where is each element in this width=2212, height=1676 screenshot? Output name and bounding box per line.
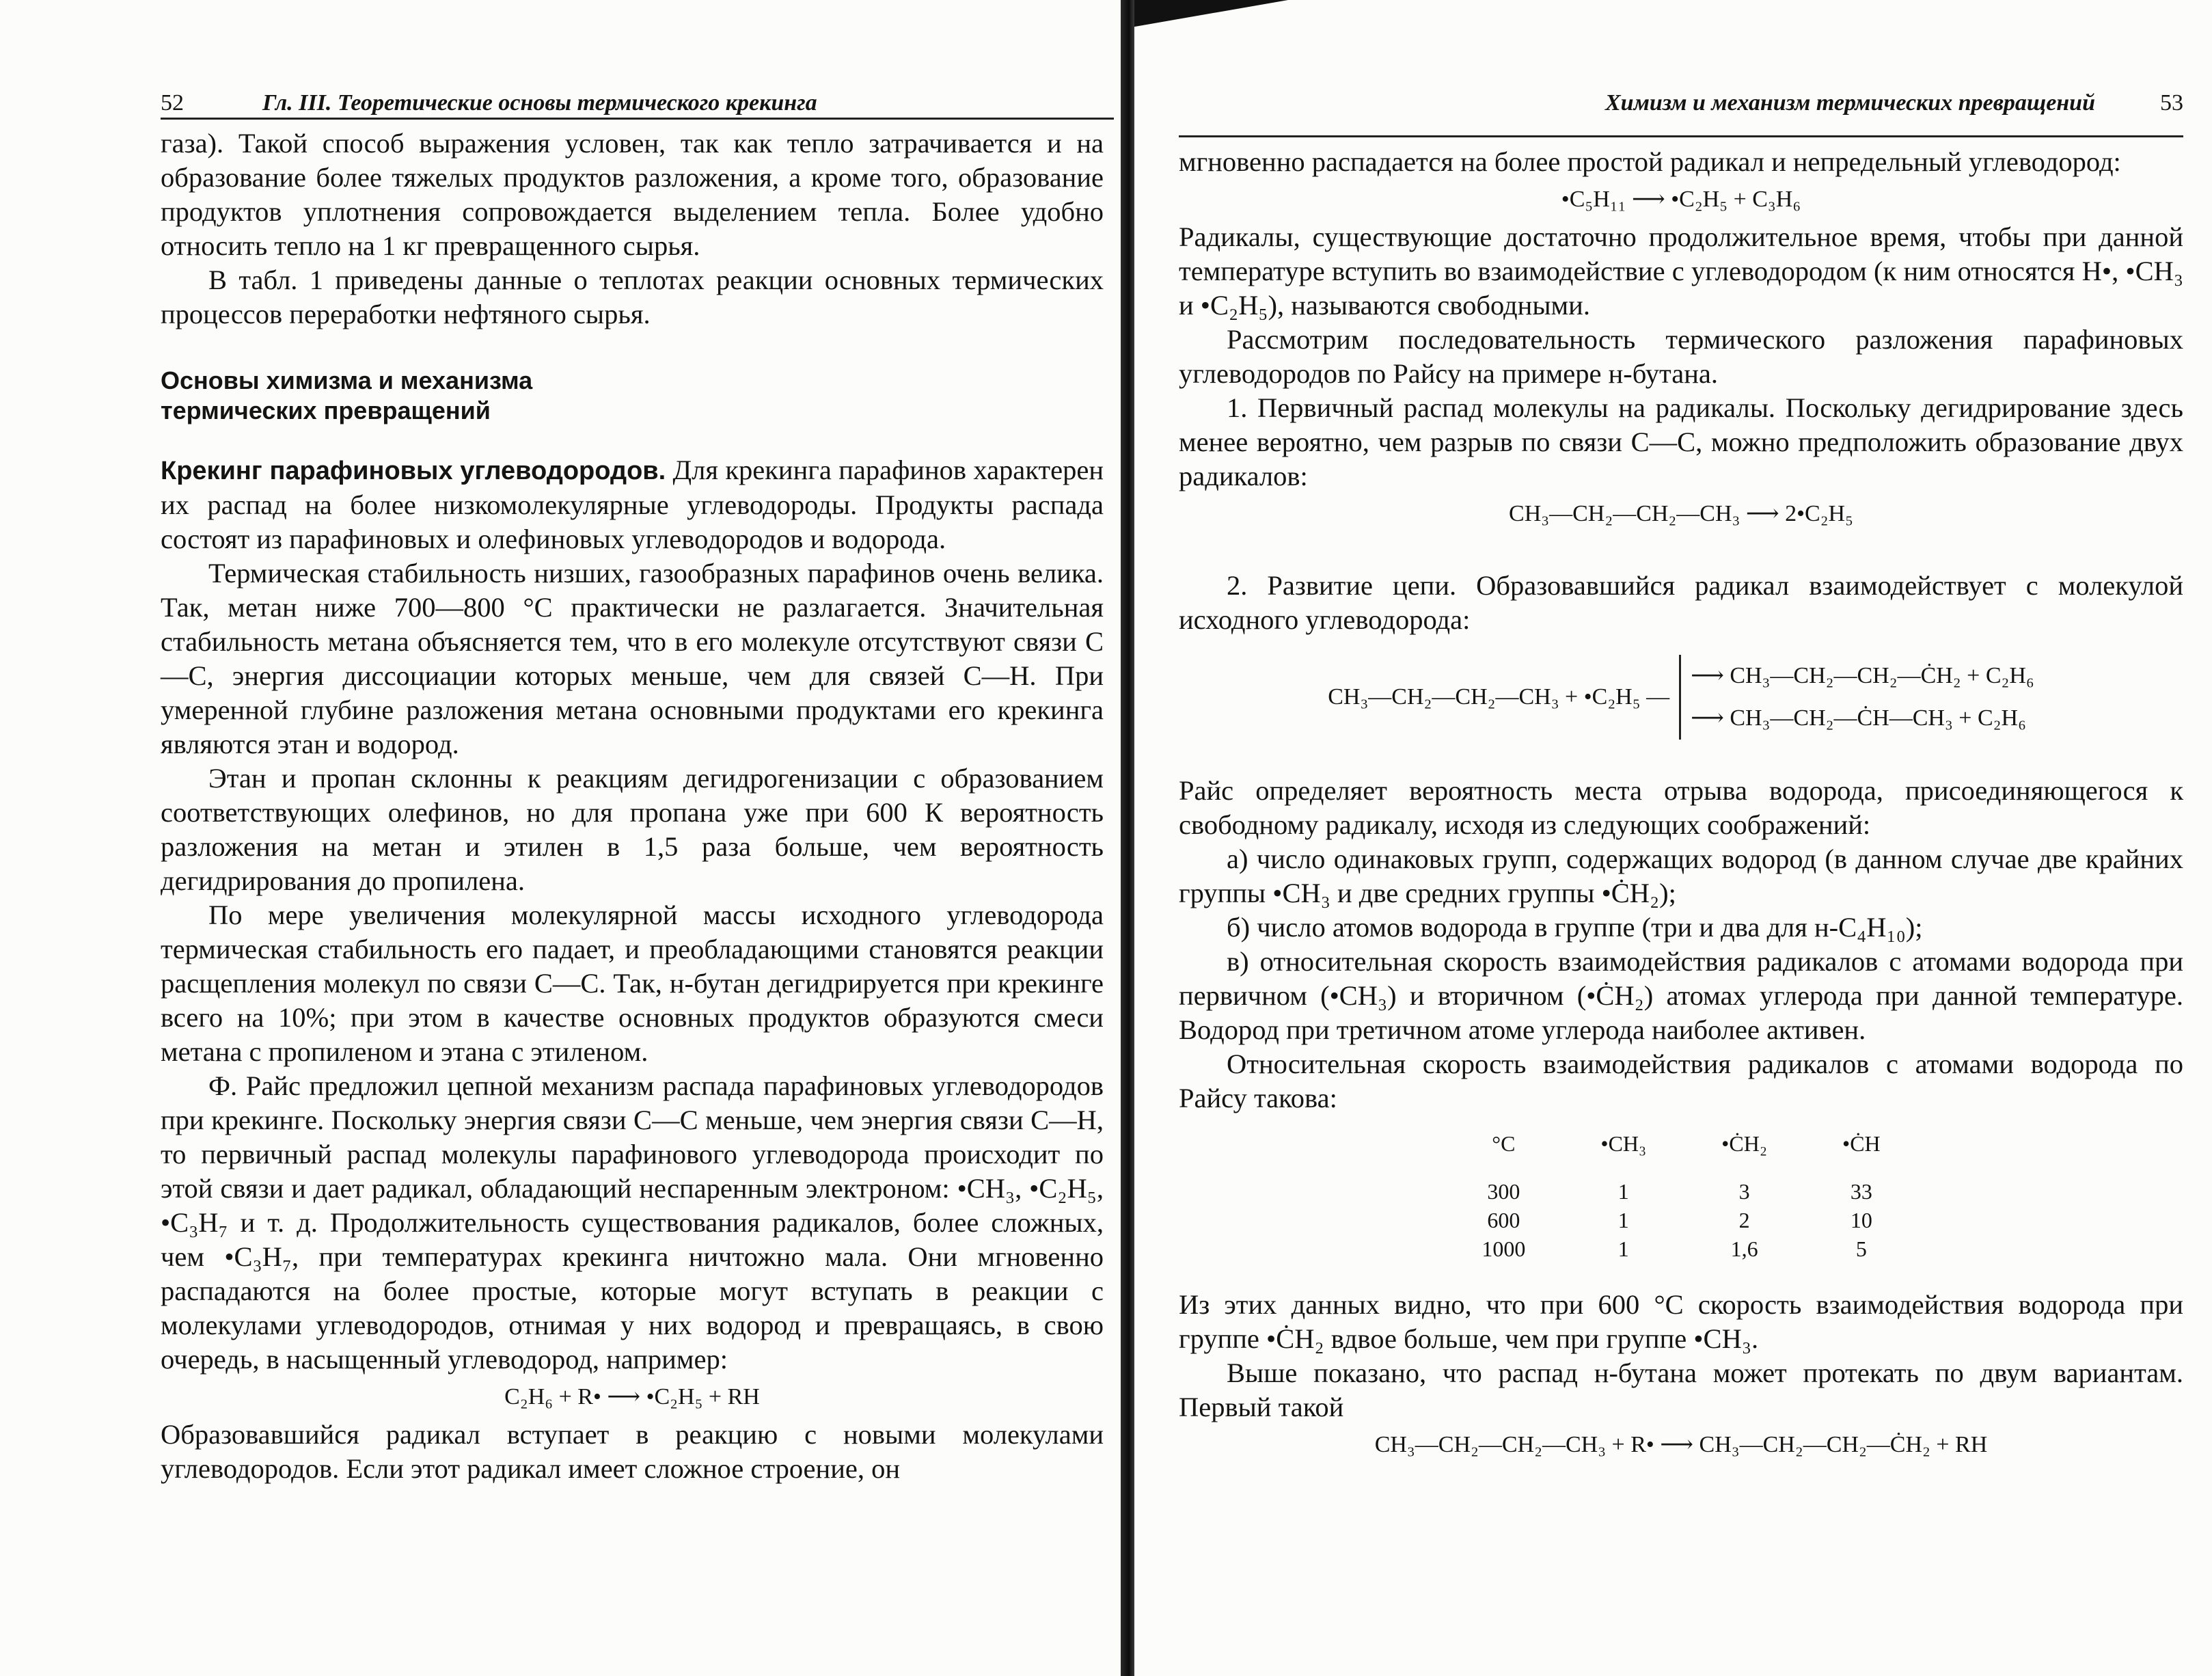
table-cell: 1000 (1482, 1236, 1526, 1261)
table-cell: 5 (1855, 1236, 1867, 1261)
paragraph: По мере увеличения молекулярной массы исходного углеводорода термическая стабильность его падает, и преобладающими становятся реакции расщепления молекул по связи С—С. Так, н-бутан дегидрируется при крекинге всего на 10%; при этом в качестве основных продуктов образуются смеси метана с пропиленом и этана с этиленом. (161, 900, 1104, 1067)
section-title-line: термических превращений (161, 396, 491, 424)
paragraph: Относительная скорость взаимодействия радикалов с атомами водорода по Райсу такова: (1179, 1049, 2183, 1113)
table-cell: 1 (1617, 1179, 1629, 1204)
table-cell: 600 (1487, 1208, 1520, 1232)
right-head-rule (1179, 135, 2183, 137)
chemical-equation: CH₃—CH₂—CH₂—CH₃ ⟶ 2•C₂H₅ (1509, 501, 1853, 526)
paragraph: Термическая стабильность низших, газообразных парафинов очень велика. Так, метан ниже 700—800 °С практически не разлагается. Значительная стабильность метана объясняется тем, что в его молекуле отсутствуют связи С—С, энергия диссоциации которых меньше, чем для связей С—Н. При умеренной глубине разложения метана основными продуктами его крекинга являются этан и водород. (161, 558, 1104, 759)
branch-product-top: ⟶ CH₃—CH₂—CH₂—ĊH₂ + C₂H₆ (1691, 663, 2034, 688)
chemical-equation: CH₃—CH₂—CH₂—CH₃ + R• ⟶ CH₃—CH₂—CH₂—ĊH₂ + RH (1374, 1432, 1988, 1457)
paragraph: Образовавшийся радикал вступает в реакцию с новыми молекулами углеводородов. Если этот радикал имеет сложное строение, он (161, 1419, 1104, 1484)
table-cell: 1 (1617, 1236, 1629, 1261)
paragraph: Радикалы, существующие достаточно продолжительное время, чтобы при данной температуре вступить во взаимодействие с углеводородом (к ним относятся Н•, •CH₃ и •C₂H₅), называются свободными. (1179, 221, 2183, 321)
left-running-head (161, 75, 1110, 116)
table-row (1444, 1234, 1917, 1263)
right-running-title: Химизм и механизм термических превращений (1605, 90, 2095, 116)
list-item: б) число атомов водорода в группе (три и два для н-C₄H₁₀); (1227, 912, 1923, 943)
rate-table (1444, 1129, 1917, 1263)
table-header-cell: •ĊH₂ (1721, 1131, 1767, 1156)
table-header-cell: °C (1492, 1131, 1516, 1156)
book-spine (1121, 0, 1134, 1676)
table-cell: 10 (1850, 1208, 1872, 1232)
table-cell: 1 (1617, 1208, 1629, 1232)
right-running-head (1172, 75, 2183, 116)
table-cell: 1,6 (1730, 1236, 1758, 1261)
table-cell: 300 (1487, 1179, 1520, 1204)
paragraph: Рассмотрим последовательность термического разложения парафиновых углеводородов по Райсу на примере н-бутана. (1179, 324, 2183, 389)
paragraph (161, 453, 1104, 556)
right-page-number: 53 (2160, 90, 2183, 116)
branch-products (1679, 655, 2034, 740)
section-title-line: Основы химизма и механизма (161, 366, 533, 394)
table-row (1444, 1206, 1917, 1234)
table-cell: 2 (1738, 1208, 1750, 1232)
chemical-equation: •C₅H₁₁ ⟶ •C₂H₅ + C₃H₆ (1561, 187, 1801, 212)
paragraph: 2. Развитие цепи. Образовавшийся радикал взаимодействует с молекулой исходного углеводорода: (1179, 570, 2183, 635)
paragraph: 1. Первичный распад молекулы на радикалы. Поскольку дегидрирование здесь менее вероятно, чем разрыв по связи С—С, можно предположить образование двух радикалов: (1179, 392, 2183, 491)
paragraph: Этан и пропан склонны к реакциям дегидрогенизации с образованием соответствующих олефинов, но для пропана уже при 600 К вероятность разложения на метан и этилен в 1,5 раза больше, чем вероятность дегидрирования до пропилена. (161, 763, 1104, 896)
left-head-rule (161, 118, 1114, 120)
paragraph: Райс определяет вероятность места отрыва водорода, присоединяющегося к свободному радикалу, исходя из следующих соображений: (1179, 775, 2183, 840)
branch-reactants: CH₃—CH₂—CH₂—CH₃ + •C₂H₅ — (1328, 684, 1670, 709)
table-cell: 3 (1738, 1179, 1750, 1204)
right-page (1134, 0, 2212, 1676)
paragraph: Из этих данных видно, что при 600 °С скорость взаимодействия водорода при группе •ĊH₂ вдвое больше, чем при группе •CH₃. (1179, 1289, 2183, 1354)
chemical-equation: C₂H₆ + R• ⟶ •C₂H₅ + RH (504, 1384, 760, 1409)
run-in-heading: Крекинг парафиновых углеводородов. (161, 457, 666, 485)
left-page-number: 52 (161, 90, 184, 116)
paragraph: газа). Такой способ выражения условен, так как тепло затрачивается и на образование более тяжелых продуктов разложения, а кроме того, образование продуктов уплотнения сопровождается выделением тепла. Более удобно относить тепло на 1 кг превращенного сырья. (161, 128, 1104, 261)
list-item: а) число одинаковых групп, содержащих водород (в данном случае две крайних группы •CH₃ и две средних группы •ĊH₂); (1179, 843, 2183, 908)
paragraph: В табл. 1 приведены данные о теплотах реакции основных термических процессов переработки нефтяного сырья. (161, 265, 1104, 329)
paragraph-text: Для крекинга парафинов характерен их распад на более низкомолекулярные углеводороды. Продукты распада состоят из парафиновых и олефиновых углеводородов и водорода. (161, 455, 1104, 554)
paragraph: мгновенно распадается на более простой радикал и непредельный углеводород: (1179, 146, 2121, 177)
table-cell: 33 (1850, 1179, 1872, 1204)
list-item: в) относительная скорость взаимодействия радикалов с атомами водорода при первичном (•CH₃) и вторичном (•ĊH₂) атомах углерода при данной температуре. Водород при третичном атоме углерода наиболее активен. (1179, 946, 2183, 1045)
paragraph: Ф. Райс предложил цепной механизм распада парафиновых углеводородов при крекинге. Поскольку энергия связи С—С меньше, чем энергия связи С—Н, то первичный распад молекулы парафинового углеводорода происходит по этой связи и дает радикал, обладающий неспаренным электроном: •CH₃, •C₂H₅, •C₃H₇ и т. д. Продолжительность существования радикалов, более сложных, чем •C₃H₇, при температурах крекинга ничтожно мала. Они мгновенно распадаются на более простые, которые могут вступать в реакции с молекулами углеводородов, отнимая у них водород и превращаясь, в свою очередь, в насыщенный углеводород, например: (161, 1070, 1104, 1375)
section-title (161, 366, 1104, 426)
left-running-title: Гл. III. Теоретические основы термического крекинга (262, 90, 817, 116)
table-row (1444, 1177, 1917, 1206)
table-header-row (1444, 1129, 1917, 1177)
paragraph: Выше показано, что распад н-бутана может протекать по двум вариантам. Первый такой (1179, 1357, 2183, 1422)
branching-reaction (1179, 655, 2183, 740)
table-header-cell: •CH₃ (1600, 1131, 1647, 1156)
right-body-text (1179, 145, 2183, 1465)
table-header-cell: •ĊH (1842, 1131, 1881, 1156)
left-body-text (161, 126, 1104, 1486)
branch-product-bottom: ⟶ CH₃—CH₂—ĊH—CH₃ + C₂H₆ (1691, 705, 2026, 731)
